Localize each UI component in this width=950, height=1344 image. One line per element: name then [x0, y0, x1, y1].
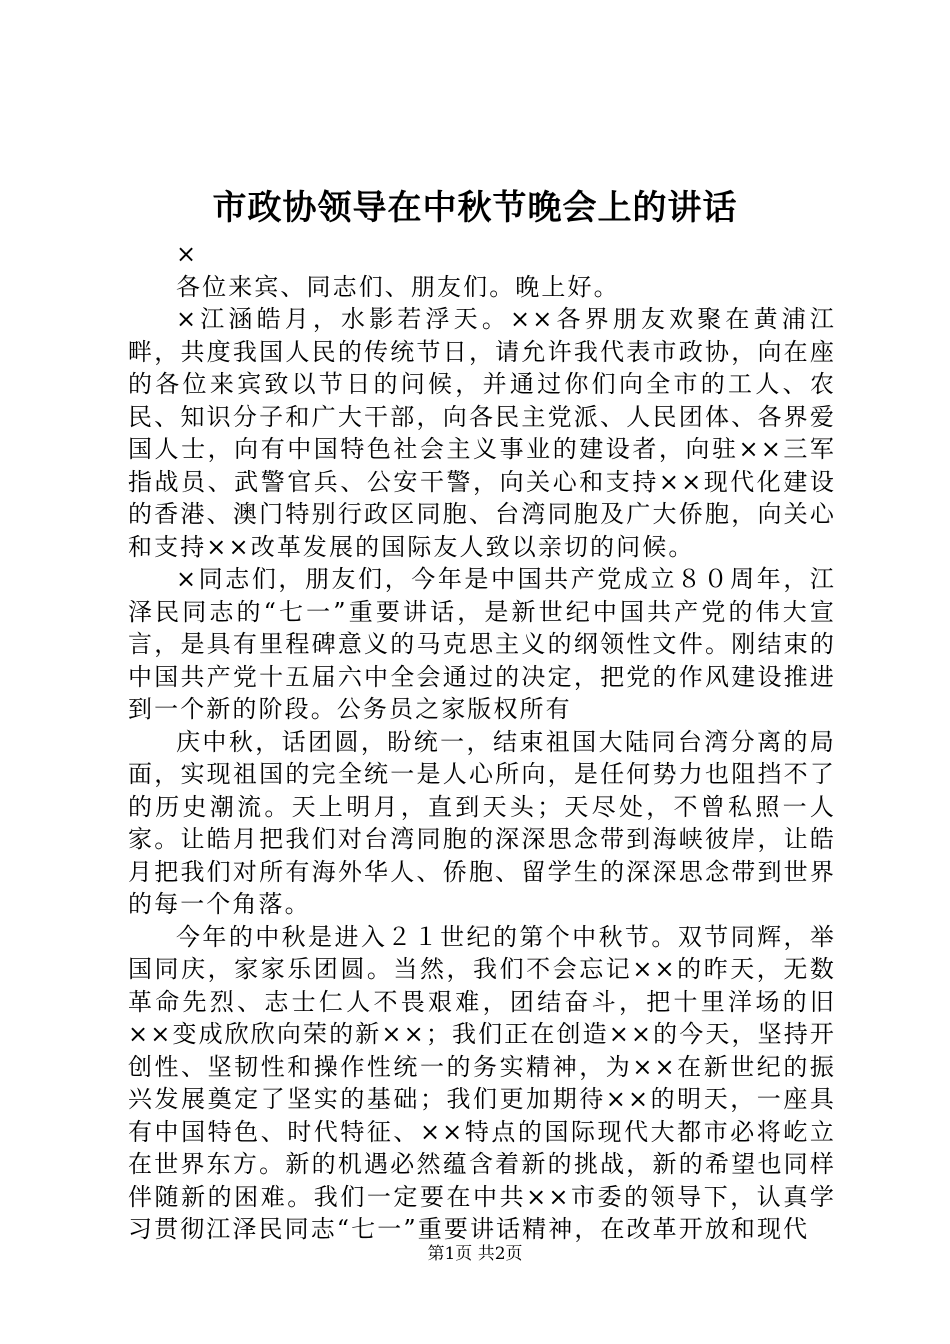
body-paragraph: 各位来宾、同志们、朋友们。晚上好。: [176, 272, 620, 301]
body-paragraph: ×江涵皓月，水影若浮天。××各界朋友欢聚在黄浦江畔，共度我国人民的传统节日，请允许我代表市政协，向在座的各位来宾致以节日的问候，并通过你们向全市的工人、农民、知识分子和广大干部，向各民主党派、人民团体、各界爱国人士，向有中国特色社会主义事业的建设者，向驻××三军指战员、武警官兵、公安干警，向关心和支持××现代化建设的香港、澳门特别行政区同胞、台湾同胞及广大侨胞，向关心和支持××改革发展的国际友人致以亲切的问候。: [128, 305, 836, 561]
body-paragraph: ×同志们，朋友们，今年是中国共产党成立８０周年，江泽民同志的“七一”重要讲话，是新世纪中国共产党的伟大宣言，是具有里程碑意义的马克思主义的纲领性文件。刚结束的中国共产党十五届六中全会通过的决定，把党的作风建设推进到一个新的阶段。公务员之家版权所有: [128, 565, 836, 723]
document-body: [128, 238, 836, 1246]
page-footer: 第1页 共2页: [427, 1244, 523, 1264]
document-title: 市政协领导在中秋节晚会上的讲话: [212, 188, 738, 228]
body-paragraph: 今年的中秋是进入２１世纪的第个中秋节。双节同辉，举国同庆，家家乐团圆。当然，我们不会忘记××的昨天，无数革命先烈、志士仁人不畏艰难，团结奋斗，把十里洋场的旧××变成欣欣向荣的新××；我们正在创造××的今天，坚持开创性、坚韧性和操作性统一的务实精神，为××在新世纪的振兴发展奠定了坚实的基础；我们更加期待××的明天，一座具有中国特色、时代特征、××特点的国际现代大都市必将屹立在世界东方。新的机遇必然蕴含着新的挑战，新的希望也同样伴随新的困难。我们一定要在中共××市委的领导下，认真学习贯彻江泽民同志“七一”重要讲话精神，在改革开放和现代: [128, 922, 836, 1243]
body-paragraph: ×: [176, 240, 199, 268]
body-paragraph: 庆中秋，话团圆，盼统一，结束祖国大陆同台湾分离的局面，实现祖国的完全统一是人心所向，是任何势力也阻挡不了的历史潮流。天上明月，直到天头；天尽处，不曾私照一人家。让皓月把我们对台湾同胞的深深思念带到海峡彼岸，让皓月把我们对所有海外华人、侨胞、留学生的深深思念带到世界的每一个角落。: [128, 727, 836, 918]
